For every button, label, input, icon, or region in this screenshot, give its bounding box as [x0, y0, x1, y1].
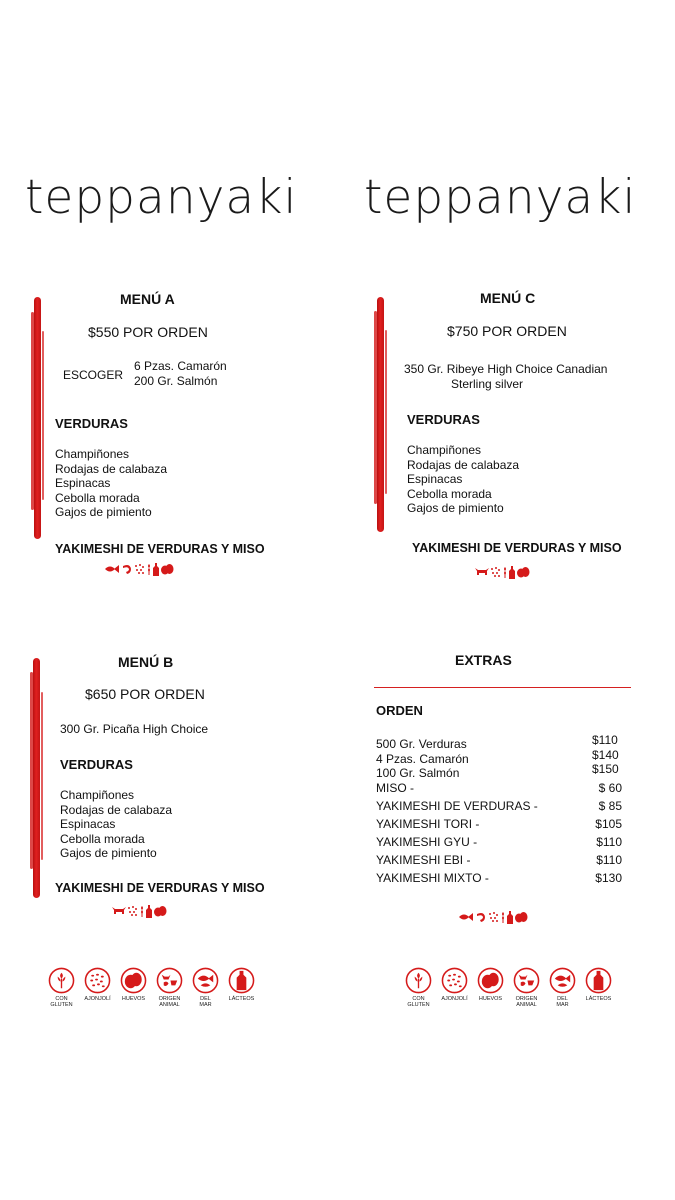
veg-item: Espinacas [60, 817, 116, 832]
extras-item-price: $110 [596, 835, 622, 849]
veg-item: Rodajas de calabaza [407, 457, 520, 472]
seafood-icon [192, 967, 219, 994]
extras-group-items [376, 737, 469, 781]
menu-a-price: $550 POR ORDEN [88, 324, 208, 340]
list-item [376, 851, 622, 869]
cow-icon [475, 566, 489, 578]
legend-item-sesame [82, 967, 113, 1008]
menu-a-choice: 6 Pzas. Camarón [134, 359, 227, 373]
extras-group-item: 4 Pzas. Camarón [376, 751, 469, 766]
veg-item: Espinacas [407, 472, 463, 487]
gluten-icon [502, 566, 508, 578]
extras-divider [374, 687, 631, 688]
list-item [376, 797, 622, 815]
brand-logo-right: teppanyaki [364, 170, 637, 225]
extras-item-name: YAKIMESHI DE VERDURAS - [376, 799, 538, 813]
extras-item-name: MISO - [376, 781, 414, 795]
menu-c-price: $750 POR ORDEN [447, 323, 567, 339]
cow-icon [112, 905, 126, 917]
animal-origin-icon [156, 967, 183, 994]
legend-label: CON GLUTEN [50, 996, 73, 1008]
gluten-icon [48, 967, 75, 994]
veg-item: Champiñones [55, 447, 130, 461]
list-item [376, 779, 622, 797]
egg-icon [160, 563, 174, 575]
legend-label: CON GLUTEN [407, 996, 430, 1008]
extras-list [376, 779, 622, 887]
egg-icon [153, 905, 167, 917]
brand-logo-left: teppanyaki [25, 170, 298, 225]
extras-item-price: $110 [596, 853, 622, 867]
menu-a-veg-list [55, 447, 167, 520]
menu-a-veg-title: VERDURAS [55, 416, 128, 431]
gluten-icon [146, 563, 152, 575]
menu-b-price: $650 POR ORDEN [85, 686, 205, 702]
legend-label: HUEVOS [478, 996, 503, 1002]
menu-a-choose-label: ESCOGER [63, 368, 124, 382]
legend-item-gluten [403, 967, 434, 1008]
fish-icon [104, 563, 120, 575]
menu-b-veg-list [60, 788, 172, 861]
extras-group-item: 100 Gr. Salmón [376, 766, 460, 780]
sesame-icon [84, 967, 111, 994]
legend-item-sesame [439, 967, 470, 1008]
legend-item-seafood [190, 967, 221, 1008]
veg-item: Espinacas [55, 476, 111, 491]
veg-item: Champiñones [60, 788, 135, 802]
allergen-legend-left [46, 967, 257, 1008]
menu-a-footer: YAKIMESHI DE VERDURAS Y MISO [55, 542, 265, 556]
menu-a-title: MENÚ A [120, 291, 175, 307]
extras-item-name: YAKIMESHI GYU - [376, 835, 478, 849]
menu-b-title: MENÚ B [118, 654, 174, 670]
veg-item: Cebolla morada [407, 486, 492, 501]
egg-icon [514, 911, 528, 923]
seafood-icon [549, 967, 576, 994]
legend-label: LÁCTEOS [585, 996, 612, 1002]
egg-icon [120, 967, 147, 994]
veg-item: Gajos de pimiento [60, 846, 157, 861]
legend-label: AJONJOLÍ [441, 996, 468, 1002]
extras-item-price: $ 85 [598, 799, 622, 813]
legend-item-dairy [583, 967, 614, 1008]
menu-a-allergens [104, 562, 174, 576]
legend-item-egg [475, 967, 506, 1008]
veg-item: Cebolla morada [55, 490, 140, 505]
legend-label: ORIGEN ANIMAL [515, 996, 538, 1008]
extras-item-name: YAKIMESHI MIXTO - [376, 871, 489, 885]
gluten-icon [500, 911, 506, 923]
legend-label: LÁCTEOS [228, 996, 255, 1002]
extras-group-item: 500 Gr. Verduras [376, 737, 467, 751]
dairy-icon [509, 566, 515, 579]
allergen-legend-right [403, 967, 614, 1008]
egg-icon [516, 566, 530, 578]
dairy-icon [146, 905, 152, 918]
extras-item-name: YAKIMESHI TORI - [376, 817, 480, 831]
menu-a-choice: 200 Gr. Salmón [134, 374, 218, 388]
menu-b-allergens [112, 904, 167, 918]
gluten-icon [139, 905, 145, 917]
menu-b-footer: YAKIMESHI DE VERDURAS Y MISO [55, 881, 265, 895]
legend-label: DEL MAR [199, 996, 212, 1008]
animal-origin-icon [513, 967, 540, 994]
extras-item-price: $ 60 [598, 781, 622, 795]
menu-c-veg-list [407, 443, 519, 516]
red-brush-stroke [33, 658, 40, 898]
veg-item: Gajos de pimiento [55, 505, 152, 520]
gluten-icon [405, 967, 432, 994]
menu-b-veg-title: VERDURAS [60, 757, 133, 772]
extras-title: EXTRAS [455, 652, 512, 668]
egg-icon [477, 967, 504, 994]
legend-item-animal-origin [511, 967, 542, 1008]
legend-label: DEL MAR [556, 996, 569, 1008]
extras-group-prices [592, 733, 619, 777]
menu-c-veg-title: VERDURAS [407, 412, 480, 427]
extras-item-price: $105 [595, 817, 622, 831]
red-brush-stroke [34, 297, 41, 539]
dairy-icon [585, 967, 612, 994]
shrimp-icon [121, 563, 133, 575]
extras-group-price: $110 [592, 733, 618, 747]
list-item [376, 833, 622, 851]
extras-item-name: YAKIMESHI EBI - [376, 853, 471, 867]
dairy-icon [153, 563, 159, 576]
sesame-icon [490, 566, 501, 578]
extras-item-price: $130 [595, 871, 622, 885]
list-item [376, 869, 622, 887]
extras-allergens [458, 910, 528, 924]
menu-c-item-line1: 350 Gr. Ribeye High Choice Canadian [404, 362, 608, 376]
red-brush-stroke [377, 297, 384, 532]
legend-label: ORIGEN ANIMAL [158, 996, 181, 1008]
extras-group-price: $140 [592, 747, 619, 762]
veg-item: Gajos de pimiento [407, 501, 504, 516]
legend-item-seafood [547, 967, 578, 1008]
sesame-icon [488, 911, 499, 923]
fish-icon [458, 911, 474, 923]
legend-item-gluten [46, 967, 77, 1008]
sesame-icon [441, 967, 468, 994]
list-item [376, 815, 622, 833]
menu-c-footer: YAKIMESHI DE VERDURAS Y MISO [412, 541, 622, 555]
menu-c-item-line2: Sterling silver [451, 377, 524, 391]
veg-item: Rodajas de calabaza [60, 802, 173, 817]
menu-c-title: MENÚ C [480, 290, 536, 306]
extras-group-price: $150 [592, 762, 619, 776]
shrimp-icon [475, 911, 487, 923]
sesame-icon [134, 563, 145, 575]
veg-item: Rodajas de calabaza [55, 461, 168, 476]
menu-b-item: 300 Gr. Picaña High Choice [60, 722, 209, 736]
veg-item: Champiñones [407, 443, 482, 457]
veg-item: Cebolla morada [60, 831, 145, 846]
sesame-icon [127, 905, 138, 917]
legend-item-animal-origin [154, 967, 185, 1008]
legend-label: HUEVOS [121, 996, 146, 1002]
menu-c-allergens [475, 565, 530, 579]
legend-label: AJONJOLÍ [84, 996, 111, 1002]
legend-item-egg [118, 967, 149, 1008]
dairy-icon [507, 911, 513, 924]
dairy-icon [228, 967, 255, 994]
legend-item-dairy [226, 967, 257, 1008]
menu-a-choices [134, 359, 227, 389]
extras-order-title: ORDEN [376, 703, 423, 718]
